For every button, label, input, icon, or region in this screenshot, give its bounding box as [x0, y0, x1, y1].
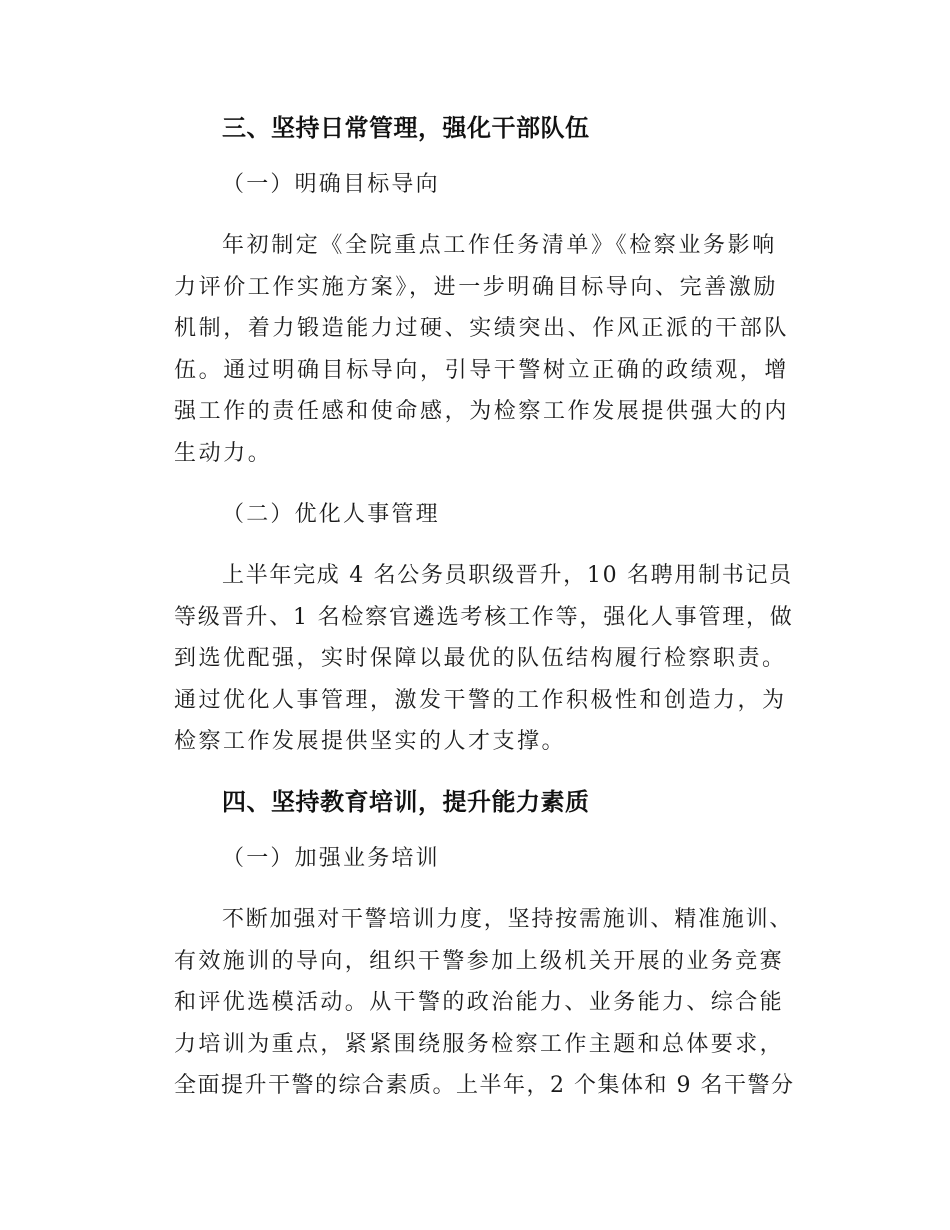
- paragraph-line: 强工作的责任感和使命感，为检察工作发展提供强大的内: [174, 399, 790, 424]
- section-heading-4: 四、坚持教育培训，提升能力素质: [222, 788, 590, 816]
- paragraph-line: 等级晋升、1 名检察官遴选考核工作等，强化人事管理，做: [174, 604, 794, 630]
- paragraph-line: 到选优配强，实时保障以最优的队伍结构履行检察职责。: [174, 646, 787, 671]
- paragraph-clarify-goals: [174, 225, 794, 474]
- paragraph-line: 上半年完成 4 名公务员职级晋升，10 名聘用制书记员: [222, 563, 793, 588]
- paragraph-personnel-management: [174, 555, 794, 763]
- paragraph-line: 通过优化人事管理，激发干警的工作积极性和创造力，为: [174, 687, 787, 713]
- subheading-clarify-goals: （一）明确目标导向: [222, 172, 440, 197]
- paragraph-line: 检察工作发展提供坚实的人才支撑。: [174, 729, 567, 754]
- paragraph-line: 机制，着力锻造能力过硬、实绩突出、作风正派的干部队: [174, 316, 790, 341]
- section-heading-3: 三、坚持日常管理，强化干部队伍: [222, 114, 590, 142]
- paragraph-line: 不断加强对干警培训力度，坚持按需施训、精准施训、: [222, 907, 794, 932]
- subheading-business-training: （一）加强业务培训: [222, 846, 440, 871]
- paragraph-line: 伍。通过明确目标导向，引导干警树立正确的政绩观，增: [174, 357, 790, 383]
- paragraph-line: 力评价工作实施方案》，进一步明确目标导向、完善激励: [174, 274, 779, 300]
- paragraph-line: 生动力。: [174, 440, 273, 466]
- paragraph-line: 力培训为重点，紧紧围绕服务检察工作主题和总体要求，: [174, 1031, 785, 1057]
- paragraph-line: 有效施训的导向，组织干警参加上级机关开展的业务竞赛: [174, 948, 785, 974]
- subheading-personnel-management: （二）优化人事管理: [222, 502, 440, 527]
- paragraph-business-training: [174, 899, 794, 1107]
- paragraph-line: 全面提升干警的综合素质。上半年，2 个集体和 9 名干警分: [174, 1073, 795, 1098]
- paragraph-line: 年初制定《全院重点工作任务清单》《检察业务影响: [222, 233, 777, 258]
- paragraph-line: 和评优选模活动。从干警的政治能力、业务能力、综合能: [174, 990, 785, 1015]
